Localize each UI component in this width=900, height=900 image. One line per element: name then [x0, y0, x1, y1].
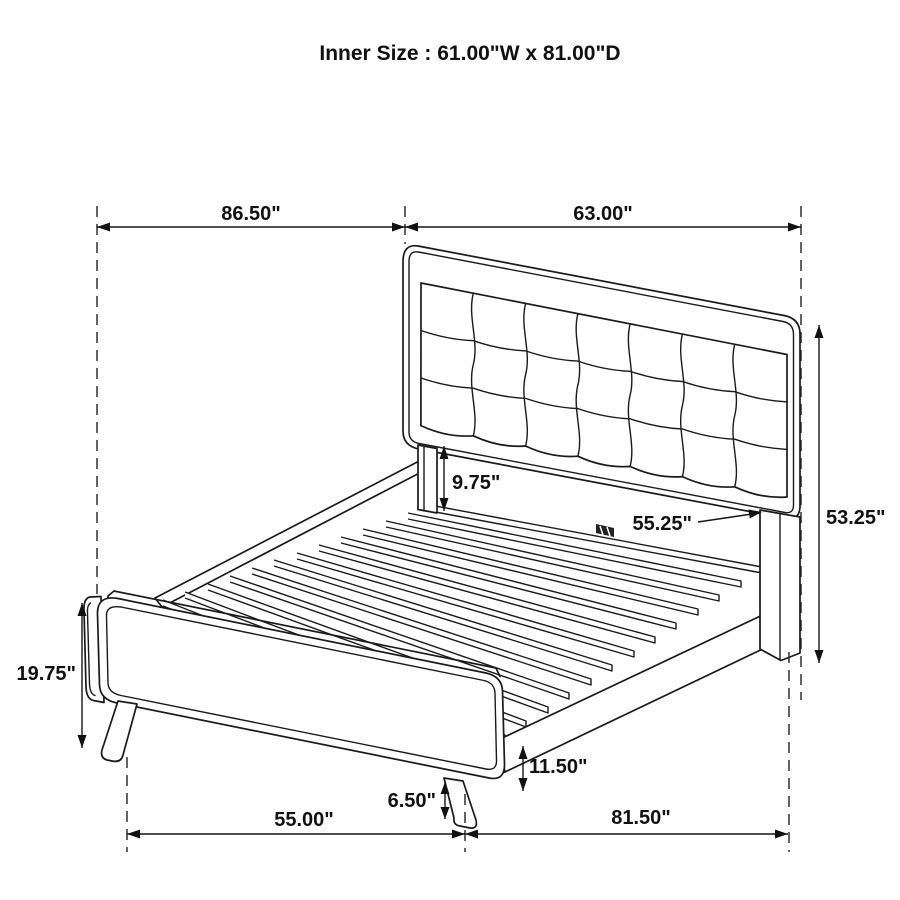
dim-label-footboard-width: 55.00" — [274, 809, 334, 831]
headboard-right-leg — [760, 510, 800, 661]
dim-footboard-height — [16, 603, 86, 748]
dim-label-headboard-gap: 9.75" — [452, 472, 501, 494]
dim-inner-rail — [632, 510, 762, 536]
dim-top — [97, 203, 801, 232]
dim-label-leg-height: 6.50" — [387, 790, 436, 812]
headboard-left-leg — [418, 445, 437, 513]
dim-headboard-height — [815, 325, 886, 663]
rail-logo-mark — [596, 524, 614, 537]
dim-label-side-rail-length: 81.50" — [611, 807, 671, 829]
dim-label-rail-height: 11.50" — [529, 756, 588, 778]
dim-label-overall-length: 86.50" — [221, 203, 281, 225]
dim-leg-height — [388, 782, 450, 819]
dim-label-overall-width: 63.00" — [573, 203, 633, 225]
dim-label-footboard-height: 19.75" — [16, 663, 76, 685]
footboard-left-front-leg — [102, 701, 137, 761]
dim-label-inner-rail: 55.25" — [632, 513, 692, 535]
page-title: Inner Size : 61.00"W x 81.00"D — [319, 42, 621, 65]
footboard-panel — [97, 598, 504, 778]
dim-label-headboard-height: 53.25" — [826, 507, 886, 529]
footboard-right-front-leg — [444, 778, 476, 828]
